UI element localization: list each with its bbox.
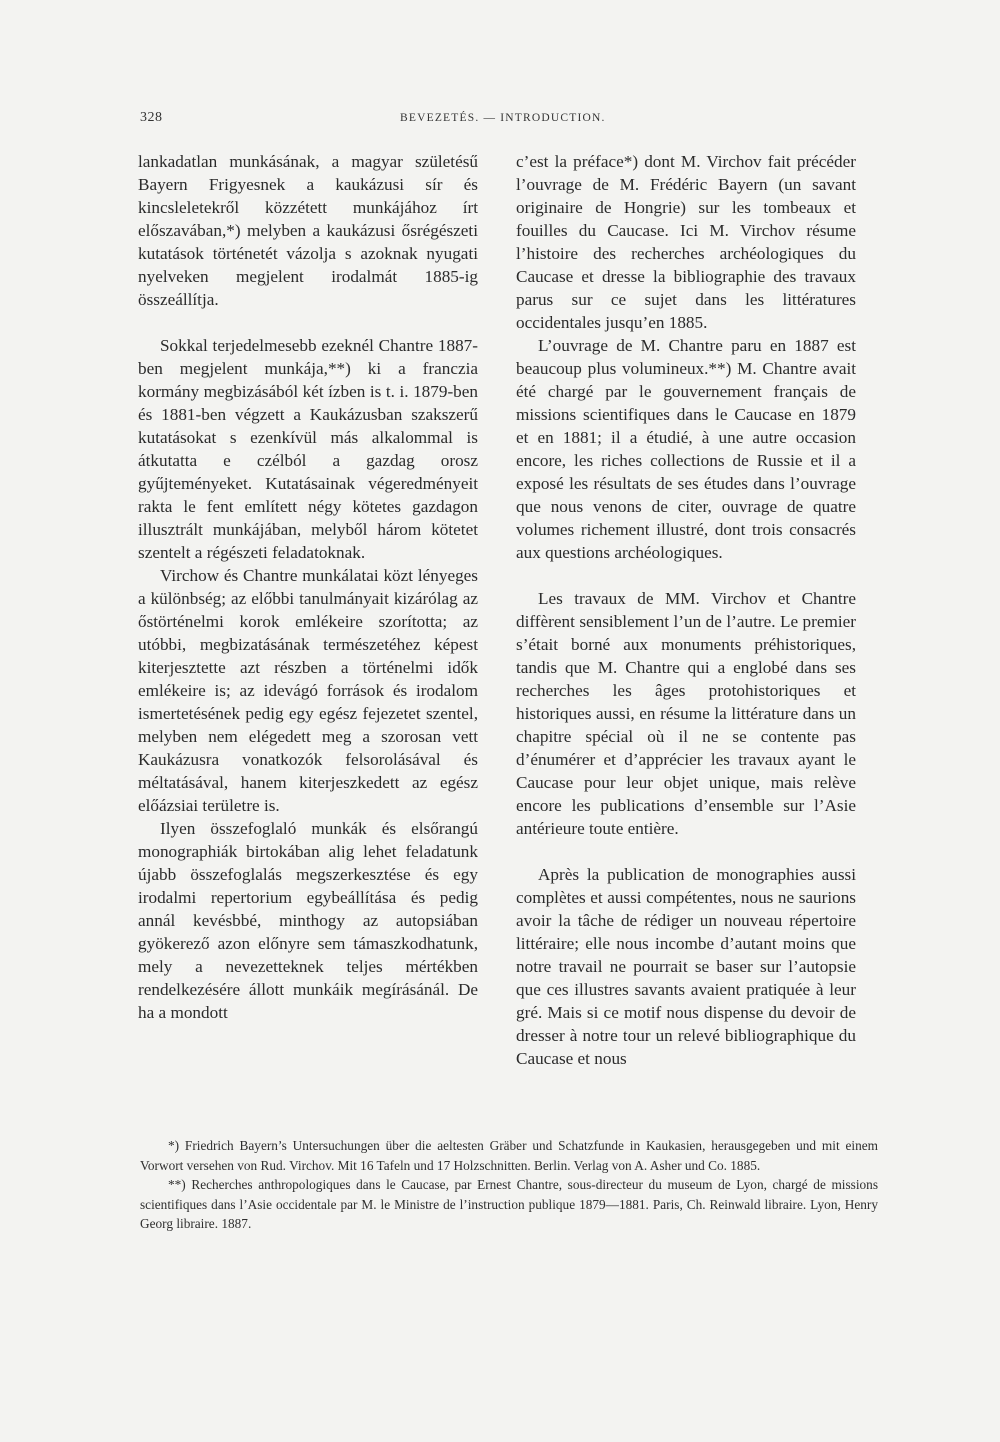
paragraph: Virchow és Chantre munkálatai közt lényeges a különbség; az előbbi tanulmányait kizárólag az őstörténelmi korok emlékeire szorította; az utóbbi, megbizatásának természetéhez képest kiterjesztette azt részben a történelmi idők emlékeire is; az idevágó források és irodalom ismertetésének pedig egy egész fejezetet szentel, melyben nem elégedett meg a szorosan vett Kaukázusra vonatkozók felsorolásával és méltatásával, hanem kiterjeszkedett az egész előázsiai területre is. xyxy=(138,566,478,815)
page-number: 328 xyxy=(140,110,163,125)
footnote: **) Recherches anthropologiques dans le Caucase, par Ernest Chantre, sous-directeur du museum de Lyon, chargé de missions scientifiques dans l’Asie occidentale par M. le Ministre de l’instruction publique 1879—1881. Paris, Ch. Reinwald libraire. Lyon, Henry Georg libraire. 1887. xyxy=(140,1177,878,1231)
running-head: BEVEZETÉS. — INTRODUCTION. xyxy=(400,112,606,124)
paragraph: L’ouvrage de M. Chantre paru en 1887 est beaucoup plus volumineux.**) M. Chantre avait été chargé par le gouvernement français de missions scientifiques dans le Caucase en 1879 et en 1881; il a étudié, à une autre occasion encore, les riches collections de Russie et il a exposé les résultats de ses études dans l’ouvrage que nous venons de citer, ouvrage de quatre volumes richement illustré, dont trois consacrés aux questions archéologiques. xyxy=(516,336,856,562)
paragraph: Ilyen összefoglaló munkák és elsőrangú monographiák birtokában alig lehet feladatunk újabb összefoglalás megszerkesztése és egy irodalmi repertorium egybeállítása és pedig annál kevésbbé, minthogy az autopsiában gyökerező azon előnyre sem támaszkodhatunk, mely a nevezetteknek teljes mértékben rendelkezésére állott munkáik megírásánál. De ha a mondott xyxy=(138,819,478,1022)
french-column xyxy=(516,150,856,1070)
paragraph: Après la publication de monographies aussi complètes et aussi compétentes, nous ne saurions avoir la tâche de rédiger un nouveau répertoire littéraire; elle nous incombe d’autant moins que notre travail ne pourrait se baser sur l’autopsie que ces illustres savants avaient pratiquée à leur gré. Mais si ce motif nous dispense du devoir de dresser à notre tour un relevé bibliographique du Caucase et nous xyxy=(516,865,856,1068)
footnotes xyxy=(140,1136,878,1234)
paragraph: c’est la préface*) dont M. Virchov fait précéder l’ouvrage de M. Frédéric Bayern (un savant originaire de Hongrie) sur les tombeaux et fouilles du Caucase. Ici M. Virchov résume l’histoire des recherches archéologiques du Caucase et dresse la bibliographie des travaux parus sur ce sujet dans les littératures occidentales jusqu’en 1885. xyxy=(516,152,856,332)
paragraph: Les travaux de MM. Virchov et Chantre diffèrent sensiblement l’un de l’autre. Le premier s’était borné aux monuments préhistoriques, tandis que M. Chantre qui a englobé dans ses recherches les âges protohistoriques et historiques aussi, en résume la littérature dans un chapitre spécial où il ne se contente pas d’énumérer et d’apprécier les travaux ayant le Caucase pour leur objet unique, mais relève encore les publications d’ensemble sur l’Asie antérieure toute entière. xyxy=(516,589,856,838)
footnote: *) Friedrich Bayern’s Untersuchungen über die aeltesten Gräber und Schatzfunde in Kaukasien, herausgegeben und mit einem Vorwort versehen von Rud. Virchov. Mit 16 Tafeln und 17 Holzschnitten. Berlin. Verlag von A. Asher und Co. 1885. xyxy=(140,1138,878,1173)
paragraph: lankadatlan munkásának, a magyar születésű Bayern Frigyesnek a kaukázusi sír és kincsleletekről közzétett munkájához írt előszavában,*) melyben a kaukázusi ősrégészeti kutatások történetét vázolja s azoknak nyugati nyelveken megjelent irodalmát 1885-ig összeállítja. xyxy=(138,152,478,309)
paragraph: Sokkal terjedelmesebb ezeknél Chantre 1887-ben megjelent munkája,**) ki a franczia kormány megbizásából két ízben is t. i. 1879-ben és 1881-ben végzett a Kaukázusban szakszerű kutatásokat s ezenkívül más alkalommal is átkutatta e czélból a gazdag orosz gyűjteményeket. Kutatásainak végeredményeit rakta le fent említett négy kötetes gazdagon illusztrált munkájában, melyből három kötetet szentelt a régészeti feladatoknak. xyxy=(138,336,478,562)
hungarian-column xyxy=(138,150,478,1024)
